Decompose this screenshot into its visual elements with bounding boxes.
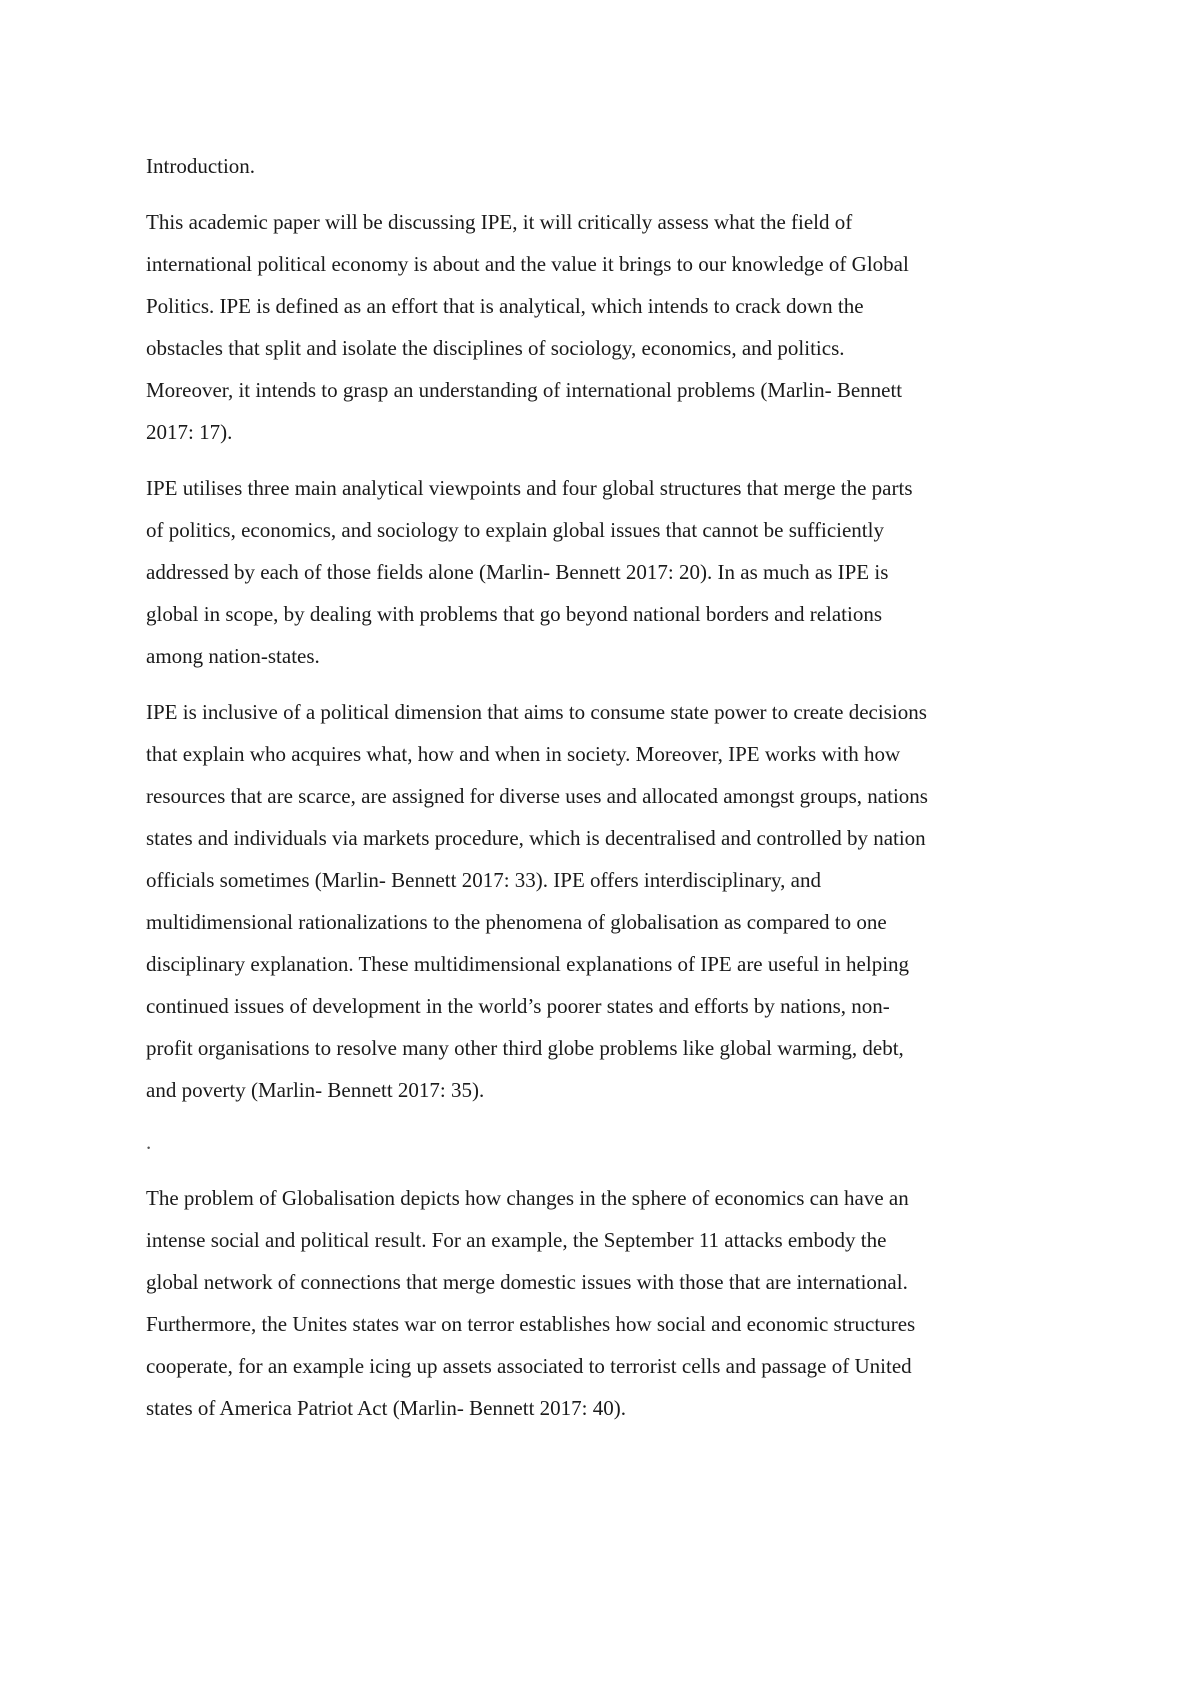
text-line: global network of connections that merge domestic issues with those that are international. [146, 1270, 908, 1294]
text-line: Politics. IPE is defined as an effort that is analytical, which intends to crack down the [146, 294, 864, 318]
text-line: IPE utilises three main analytical viewpoints and four global structures that merge the parts [146, 476, 913, 500]
text-line: IPE is inclusive of a political dimension that aims to consume state power to create decisions [146, 700, 927, 724]
section-heading: Introduction. [146, 154, 256, 178]
text-line: Furthermore, the Unites states war on terror establishes how social and economic structures [146, 1312, 916, 1336]
text-line: disciplinary explanation. These multidimensional explanations of IPE are useful in helping [146, 952, 910, 976]
text-line: The problem of Globalisation depicts how changes in the sphere of economics can have an [146, 1186, 909, 1210]
text-line: resources that are scarce, are assigned for diverse uses and allocated amongst groups, nations [146, 784, 928, 808]
text-line: addressed by each of those fields alone (Marlin- Bennett 2017: 20). In as much as IPE is [146, 560, 889, 584]
text-line: 2017: 17). [146, 420, 233, 444]
paragraph-political-dimension [146, 691, 1086, 1111]
text-line: international political economy is about and the value it brings to our knowledge of Global [146, 252, 909, 276]
paragraph-dot [146, 1125, 1086, 1159]
text-line: and poverty (Marlin- Bennett 2017: 35). [146, 1078, 485, 1102]
text-line: profit organisations to resolve many other third globe problems like global warming, debt, [146, 1036, 904, 1060]
text-line: intense social and political result. For an example, the September 11 attacks embody the [146, 1228, 887, 1252]
paragraph-globalisation [146, 1177, 1086, 1429]
text-line: continued issues of development in the world’s poorer states and efforts by nations, non- [146, 994, 890, 1018]
text-line: among nation-states. [146, 644, 320, 668]
text-line: officials sometimes (Marlin- Bennett 2017: 33). IPE offers interdisciplinary, and [146, 868, 821, 892]
text-line: global in scope, by dealing with problems that go beyond national borders and relations [146, 602, 883, 626]
text-line: obstacles that split and isolate the disciplines of sociology, economics, and politics. [146, 336, 845, 360]
document-body [146, 145, 1086, 1443]
text-line: multidimensional rationalizations to the phenomena of globalisation as compared to one [146, 910, 887, 934]
paragraph-viewpoints [146, 467, 1086, 677]
text-line: . [146, 1130, 152, 1154]
text-line: Moreover, it intends to grasp an understanding of international problems (Marlin- Bennett [146, 378, 903, 402]
text-line: cooperate, for an example icing up assets associated to terrorist cells and passage of United [146, 1354, 912, 1378]
text-line: This academic paper will be discussing IPE, it will critically assess what the field of [146, 210, 853, 234]
text-line: of politics, economics, and sociology to explain global issues that cannot be sufficiently [146, 518, 884, 542]
paragraph-intro [146, 201, 1086, 453]
text-line: states and individuals via markets procedure, which is decentralised and controlled by nation [146, 826, 926, 850]
text-line: states of America Patriot Act (Marlin- Bennett 2017: 40). [146, 1396, 626, 1420]
text-line: that explain who acquires what, how and when in society. Moreover, IPE works with how [146, 742, 901, 766]
